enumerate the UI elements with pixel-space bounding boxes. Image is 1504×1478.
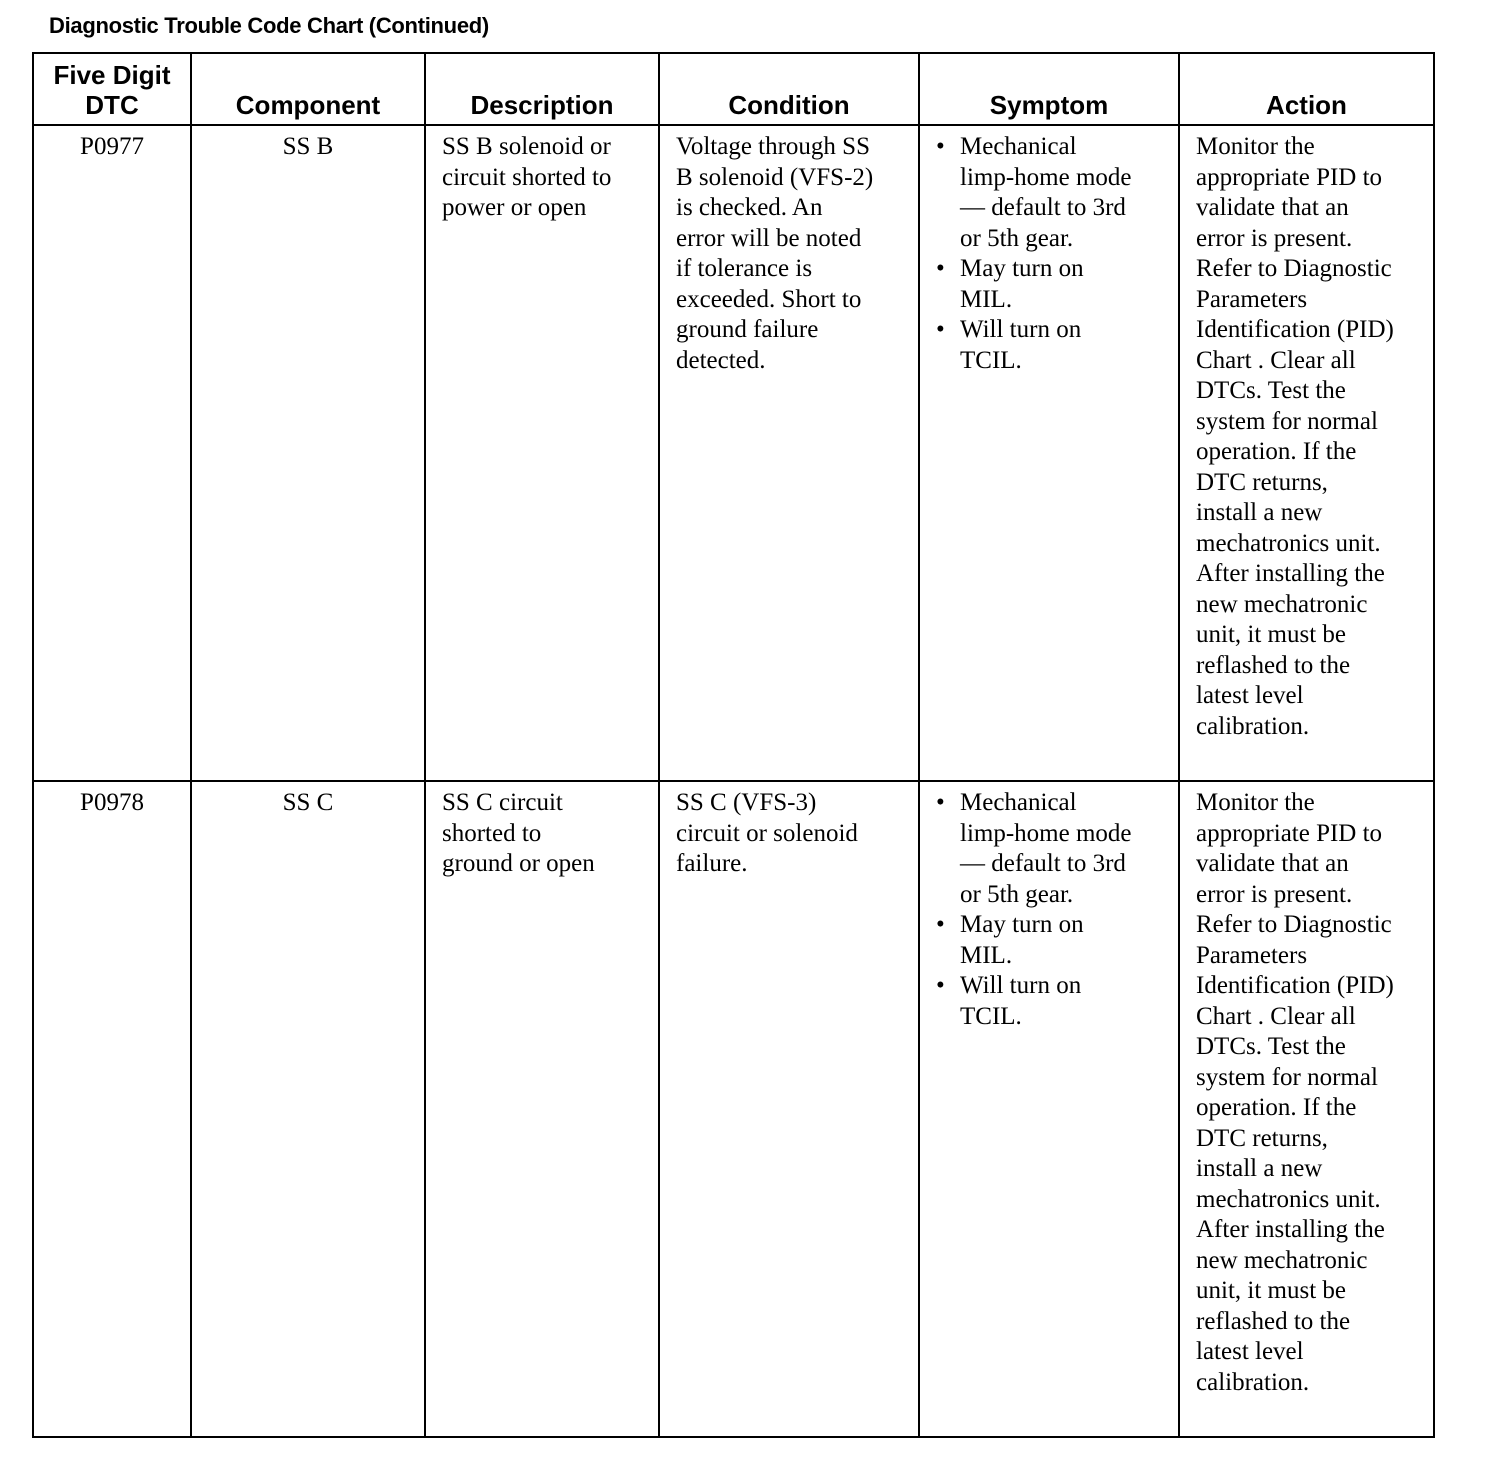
symptom-cell bbox=[919, 781, 1179, 1437]
column-header-description: Description bbox=[425, 53, 659, 125]
table-header-row bbox=[33, 53, 1434, 125]
page-title: Diagnostic Trouble Code Chart (Continued) bbox=[49, 13, 489, 38]
description-cell: SS C circuit shorted to ground or open bbox=[425, 781, 659, 1437]
symptom-item bbox=[936, 315, 1164, 376]
column-header-action: Action bbox=[1179, 53, 1434, 125]
symptom-item bbox=[936, 910, 1164, 971]
description-cell: SS B solenoid or circuit shorted to power or open bbox=[425, 125, 659, 781]
symptom-item bbox=[936, 254, 1164, 315]
column-header-symptom: Symptom bbox=[919, 53, 1179, 125]
symptom-item bbox=[936, 971, 1164, 1032]
dtc-code: P0977 bbox=[33, 125, 191, 781]
symptom-text: May turn on MIL. bbox=[960, 255, 1084, 313]
symptom-list bbox=[936, 788, 1164, 1032]
bullet-icon: • bbox=[936, 316, 945, 343]
column-header-component: Component bbox=[191, 53, 425, 125]
bullet-icon: • bbox=[936, 911, 945, 938]
condition-cell: Voltage through SS B solenoid (VFS-2) is checked. An error will be noted if tolerance is exceeded. Short to ground failure detected. bbox=[659, 125, 919, 781]
action-cell: Monitor the appropriate PID to validate that an error is present. Refer to Diagnostic Parameters Identification (PID) Chart . Clear all DTCs. Test the system for normal operation. If the DTC returns, install a new mechatronics unit. After installing the new mechatronic unit, it must be reflashed to the latest level calibration. bbox=[1179, 125, 1434, 781]
symptom-item bbox=[936, 132, 1164, 254]
symptom-cell bbox=[919, 125, 1179, 781]
component-cell: SS B bbox=[191, 125, 425, 781]
table-row bbox=[33, 781, 1434, 1437]
component-cell: SS C bbox=[191, 781, 425, 1437]
table-row bbox=[33, 125, 1434, 781]
symptom-text: Mechanical limp-home mode — default to 3rd or 5th gear. bbox=[960, 133, 1132, 252]
column-header-dtc: Five Digit DTC bbox=[33, 53, 191, 125]
symptom-text: Will turn on TCIL. bbox=[960, 316, 1082, 374]
dtc-code: P0978 bbox=[33, 781, 191, 1437]
symptom-list bbox=[936, 132, 1164, 376]
symptom-text: Will turn on TCIL. bbox=[960, 972, 1082, 1030]
bullet-icon: • bbox=[936, 972, 945, 999]
dtc-table bbox=[32, 52, 1435, 1438]
condition-cell: SS C (VFS-3) circuit or solenoid failure. bbox=[659, 781, 919, 1437]
symptom-text: Mechanical limp-home mode — default to 3rd or 5th gear. bbox=[960, 789, 1132, 908]
bullet-icon: • bbox=[936, 255, 945, 282]
symptom-text: May turn on MIL. bbox=[960, 911, 1084, 969]
bullet-icon: • bbox=[936, 133, 945, 160]
column-header-condition: Condition bbox=[659, 53, 919, 125]
bullet-icon: • bbox=[936, 789, 945, 816]
symptom-item bbox=[936, 788, 1164, 910]
action-cell: Monitor the appropriate PID to validate that an error is present. Refer to Diagnostic Parameters Identification (PID) Chart . Clear all DTCs. Test the system for normal operation. If the DTC returns, install a new mechatronics unit. After installing the new mechatronic unit, it must be reflashed to the latest level calibration. bbox=[1179, 781, 1434, 1437]
